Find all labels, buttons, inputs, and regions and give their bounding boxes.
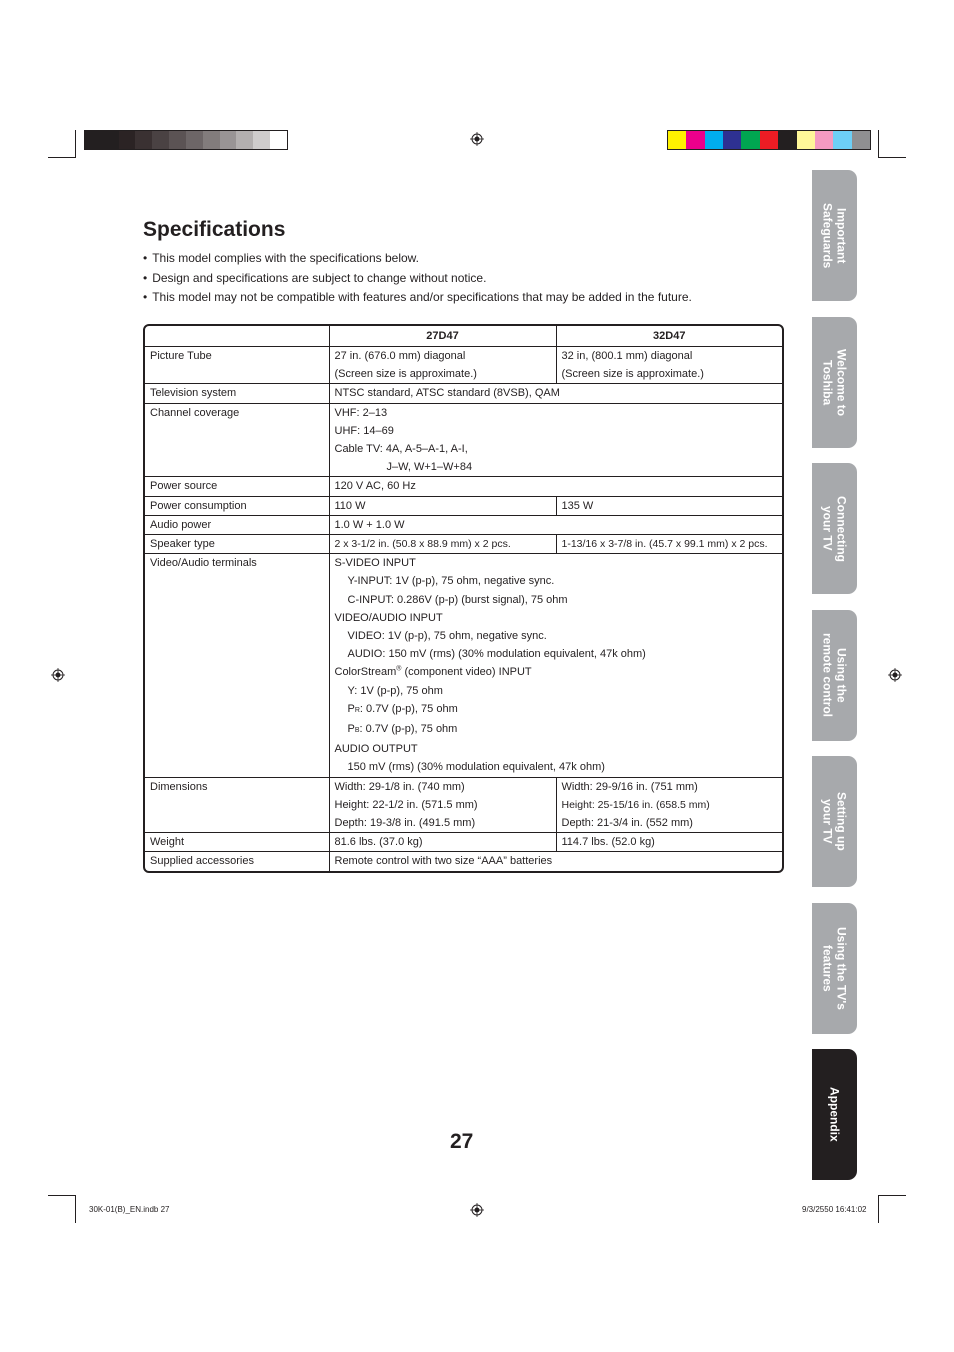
table-row	[145, 384, 782, 403]
tab-setting-up-your-tv[interactable]	[812, 756, 857, 887]
color-swatch	[668, 131, 686, 149]
color-swatch	[169, 131, 186, 149]
tab-welcome-to-toshiba[interactable]	[812, 317, 857, 448]
tab-label: Welcome to Toshiba	[820, 348, 849, 417]
cell-32d47: 32 in, (800.1 mm) diagonal (Screen size is approximate.)	[556, 347, 782, 384]
color-swatch	[723, 131, 741, 149]
tab-label: Setting up your TV	[820, 792, 849, 851]
color-swatch	[686, 131, 704, 149]
tab-label: Appendix	[827, 1087, 842, 1142]
row-label-speaker-type: Speaker type	[145, 535, 329, 554]
color-swatch	[152, 131, 169, 149]
color-swatch	[760, 131, 778, 149]
cell-value: 120 V AC, 60 Hz	[329, 477, 782, 496]
tab-label: Using the remote control	[820, 633, 849, 718]
table-row	[145, 403, 782, 477]
table-row	[145, 347, 782, 384]
tab-using-tvs-features[interactable]	[812, 903, 857, 1034]
crop-mark	[75, 130, 76, 158]
color-swatch	[85, 131, 102, 149]
row-label-weight: Weight	[145, 833, 329, 852]
tab-label: Using the TV's features	[820, 927, 849, 1010]
color-swatch	[797, 131, 815, 149]
table-row	[145, 852, 782, 871]
color-swatch	[236, 131, 253, 149]
row-label-channel-coverage: Channel coverage	[145, 403, 329, 477]
colorstream-heading: ColorStream® (component video) INPUT	[334, 665, 532, 679]
tab-label: Important Safeguards	[820, 202, 849, 269]
row-label-power-consumption: Power consumption	[145, 496, 329, 515]
tab-label: Connecting your TV	[820, 495, 849, 562]
color-swatch	[102, 131, 119, 149]
color-swatch	[135, 131, 152, 149]
table-row	[145, 535, 782, 554]
table-row	[145, 777, 782, 833]
row-label-audio-power: Audio power	[145, 515, 329, 534]
crop-mark	[878, 130, 879, 158]
intro-bullet-list	[143, 250, 692, 309]
page-number: 27	[450, 1130, 474, 1153]
color-swatch	[778, 131, 796, 149]
column-header	[145, 326, 329, 347]
tab-using-remote-control[interactable]	[812, 610, 857, 741]
cell-27d47: 2 x 3-1/2 in. (50.8 x 88.9 mm) x 2 pcs.	[329, 535, 556, 554]
tab-important-safeguards[interactable]	[812, 170, 857, 301]
slug-filename: 30K-01(B)_EN.indb 27	[89, 1205, 170, 1214]
cell-27d47: Width: 29-1/8 in. (740 mm) Height: 22-1/2 in. (571.5 mm) Depth: 19-3/8 in. (491.5 mm)	[329, 777, 556, 833]
pr-line: PR: 0.7V (p-p), 75 ohm	[347, 702, 458, 715]
slug-timestamp: 9/3/2550 16:41:02	[802, 1205, 867, 1214]
cell-value: NTSC standard, ATSC standard (8VSB), QAM	[329, 384, 782, 403]
column-header-32d47: 32D47	[556, 326, 782, 347]
list-item: • This model may not be compatible with features and/or specifications that may be added in the future.	[143, 289, 692, 309]
crop-mark	[878, 1195, 879, 1223]
table-header-row	[145, 326, 782, 347]
row-label-video-audio-terminals: Video/Audio terminals	[145, 554, 329, 777]
registration-mark-icon	[470, 132, 484, 146]
cell-value: VHF: 2–13 UHF: 14–69 Cable TV: 4A, A-5–A-1, A-I, J–W, W+1–W+84	[329, 403, 782, 477]
table-row	[145, 554, 782, 777]
crop-mark	[48, 1195, 75, 1196]
crop-mark	[879, 1195, 906, 1196]
row-label-power-source: Power source	[145, 477, 329, 496]
table-row	[145, 515, 782, 534]
cell-27d47: 81.6 lbs. (37.0 kg)	[329, 833, 556, 852]
color-swatch	[852, 131, 870, 149]
row-label-television-system: Television system	[145, 384, 329, 403]
column-header-27d47: 27D47	[329, 326, 556, 347]
table-row	[145, 496, 782, 515]
registration-mark-icon	[888, 668, 902, 682]
registration-mark-icon	[51, 668, 65, 682]
pb-line: PB: 0.7V (p-p), 75 ohm	[347, 723, 458, 736]
crop-mark	[75, 1195, 76, 1223]
tab-connecting-your-tv[interactable]	[812, 463, 857, 594]
row-label-dimensions: Dimensions	[145, 777, 329, 833]
cell-value: S-VIDEO INPUT Y-INPUT: 1V (p-p), 75 ohm, negative sync. C-INPUT: 0.286V (p-p) (burst signal), 75 ohm VIDEO/AUDIO INPUT VIDEO: 1V (p-p), 75 ohm, negative sync. AUDIO: 150 mV (rms) (30% modulation equivalent, 47k ohm) ColorStream® (component video) INPUT Y: 1V (p-p), 75 ohm PR: 0.7V (p-p), 75 ohm PB: 0.7V (p-p), 75 ohm AUDIO OUTPUT 150 mV (rms) (30% modulation equivalent, 47k ohm)	[329, 554, 782, 777]
specifications-table	[143, 324, 784, 873]
registration-mark-icon	[470, 1203, 484, 1217]
cell-32d47: 1-13/16 x 3-7/8 in. (45.7 x 99.1 mm) x 2 pcs.	[556, 535, 782, 554]
tab-appendix[interactable]	[812, 1049, 857, 1180]
cell-27d47: 27 in. (676.0 mm) diagonal (Screen size is approximate.)	[329, 347, 556, 384]
color-swatch	[186, 131, 203, 149]
cell-27d47: 110 W	[329, 496, 556, 515]
grayscale-calibration-bar	[84, 130, 288, 150]
color-swatch	[220, 131, 237, 149]
cell-32d47: Width: 29-9/16 in. (751 mm) Height: 25-15/16 in. (658.5 mm) Depth: 21-3/4 in. (552 mm)	[556, 777, 782, 833]
color-swatch	[705, 131, 723, 149]
cell-value: 1.0 W + 1.0 W	[329, 515, 782, 534]
color-calibration-bar	[667, 130, 871, 150]
table-row	[145, 833, 782, 852]
page-title: Specifications	[143, 218, 286, 241]
crop-mark	[879, 157, 906, 158]
color-swatch	[253, 131, 270, 149]
cell-32d47: 114.7 lbs. (52.0 kg)	[556, 833, 782, 852]
color-swatch	[270, 131, 287, 149]
table-row	[145, 477, 782, 496]
color-swatch	[833, 131, 851, 149]
color-swatch	[815, 131, 833, 149]
cell-value: Remote control with two size “AAA” batteries	[329, 852, 782, 871]
color-swatch	[119, 131, 136, 149]
crop-mark	[48, 157, 75, 158]
cell-32d47: 135 W	[556, 496, 782, 515]
list-item: • This model complies with the specifications below.	[143, 250, 692, 270]
row-label-supplied-accessories: Supplied accessories	[145, 852, 329, 871]
list-item: • Design and specifications are subject to change without notice.	[143, 270, 692, 290]
color-swatch	[741, 131, 759, 149]
row-label-picture-tube: Picture Tube	[145, 347, 329, 384]
color-swatch	[203, 131, 220, 149]
